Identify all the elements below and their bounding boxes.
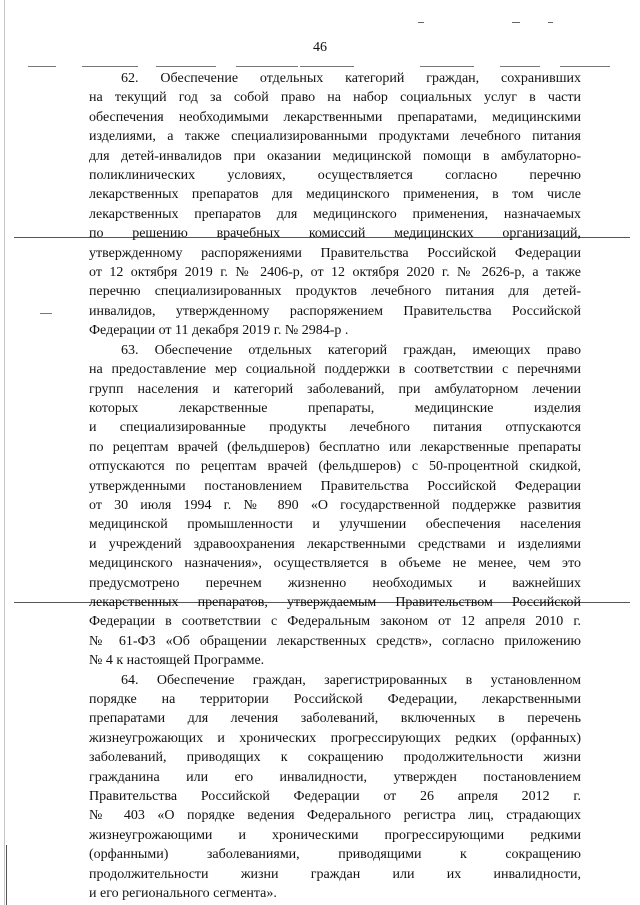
text-line: лекарственных препаратов для медицинского применения, в том числе [89,187,581,203]
text-line: от 12 октября 2019 г. № 2406-р, от 12 октября 2020 г. № 2626-р, а также [89,265,581,281]
scan-rule [560,66,610,67]
scan-dash [418,22,424,23]
text-line: утвержденными постановлением Правительства Российской Федерации [89,478,581,494]
paragraph-62 [89,69,581,341]
text-line: Правительства Российской Федерации от 26 апреля 2012 г. [89,789,581,805]
text-line: порядке на территории Российской Федерации, лекарственными [89,692,581,707]
text-line: гражданина или его инвалидности, утвержден постановлением [89,769,581,785]
scan-rule [156,66,216,67]
scan-rule [420,66,474,67]
text-line: утвержденному распоряжениями Правительства Российской Федерации [89,245,581,261]
text-line: поликлинических условиях, осуществляется согласно перечню [89,168,581,184]
text-line: (орфанными) заболеваниями, приводящими к сокращению [89,847,581,863]
text-line: продолжительности жизни граждан или их инвалидности, [89,866,581,882]
text-line: и его регионального сегмента». [89,886,277,902]
text-line: перечню специализированных продуктов лечебного питания для детей- [89,284,581,300]
text-line: заболеваний, приводящих к сокращению продолжительности жизни [89,750,581,766]
text-line: предусмотрено перечнем жизненно необходимых и важнейших [89,575,581,591]
text-line: 63. Обеспечение отдельных категорий граждан, имеющих право [121,342,581,358]
text-line: которых лекарственные препараты, медицинские изделия [89,400,581,416]
scan-rule [28,66,56,67]
text-line: по решению врачебных комиссий медицинских организаций, [89,226,581,242]
text-line: лекарственных препаратов для медицинского применения, назначаемых [89,206,581,222]
text-line: и учреждений здравоохранения лекарственными средствами и изделиями [89,536,581,552]
text-line: Федерации в соответствии с Федеральным законом от 12 апреля 2010 г. [89,614,581,630]
text-line: и специализированные продукты лечебного питания отпускаются [89,420,581,436]
text-line: по рецептам врачей (фельдшеров) бесплатно или лекарственные препараты [89,439,581,455]
text-line: 62. Обеспечение отдельных категорий граждан, сохранивших [121,71,581,86]
text-line: от 30 июля 1994 г. № 890 «О государственной поддержке развития [89,497,581,513]
text-line: № 403 «О порядке ведения Федерального регистра лиц, страдающих [89,808,581,824]
scan-rule [40,313,52,314]
scan-left-edge-bottom [6,845,7,905]
text-line: медицинского назначения», осуществляется в объеме не менее, чем это [89,556,581,572]
scan-dash [548,22,553,23]
document-body [89,69,581,903]
paragraph-63 [89,341,581,671]
text-line: инвалидов, утвержденному распоряжением Правительства Российской [89,303,581,319]
scan-left-edge [4,0,5,905]
scan-dash [512,22,520,23]
text-line: для детей-инвалидов при оказании медицинской помощи в амбулаторно- [89,148,581,164]
text-line: № 4 к настоящей Программе. [89,653,265,669]
text-line: на текущий год за собой право на набор социальных услуг в части [89,90,581,106]
paragraph-64 [89,671,581,904]
text-line: жизнеугрожающими и хроническими прогрессирующими редкими [89,827,581,843]
page-number: 46 [313,40,327,55]
text-line: обеспечения необходимыми лекарственными препаратами, медицинскими [89,109,581,125]
text-line: лекарственных препаратов, утверждаемым Правительством Российской [89,594,581,610]
scan-rule [500,66,540,67]
text-line: Федерации от 11 декабря 2019 г. № 2984-р . [89,323,349,339]
text-line: препаратами для лечения заболеваний, включенных в перечень [89,711,581,727]
text-line: № 61-ФЗ «Об обращении лекарственных средств», согласно приложению [89,633,581,649]
scan-rule [300,66,354,67]
text-line: 64. Обеспечение граждан, зарегистрированных в установленном [121,672,581,688]
text-line: изделиями, а также специализированными продуктами лечебного питания [89,129,581,145]
scan-rule [82,66,138,67]
text-line: групп населения и категорий заболеваний, при амбулаторном лечении [89,381,581,397]
scan-rule [236,66,298,67]
text-line: отпускаются по рецептам врачей (фельдшеров) с 50-процентной скидкой, [89,459,581,475]
text-line: на предоставление мер социальной поддержки в соответствии с перечнями [89,362,581,378]
text-line: жизнеугрожающих и хронических прогрессирующих редких (орфанных) [89,730,581,746]
text-line: медицинской промышленности и улучшении обеспечения населения [89,517,581,533]
